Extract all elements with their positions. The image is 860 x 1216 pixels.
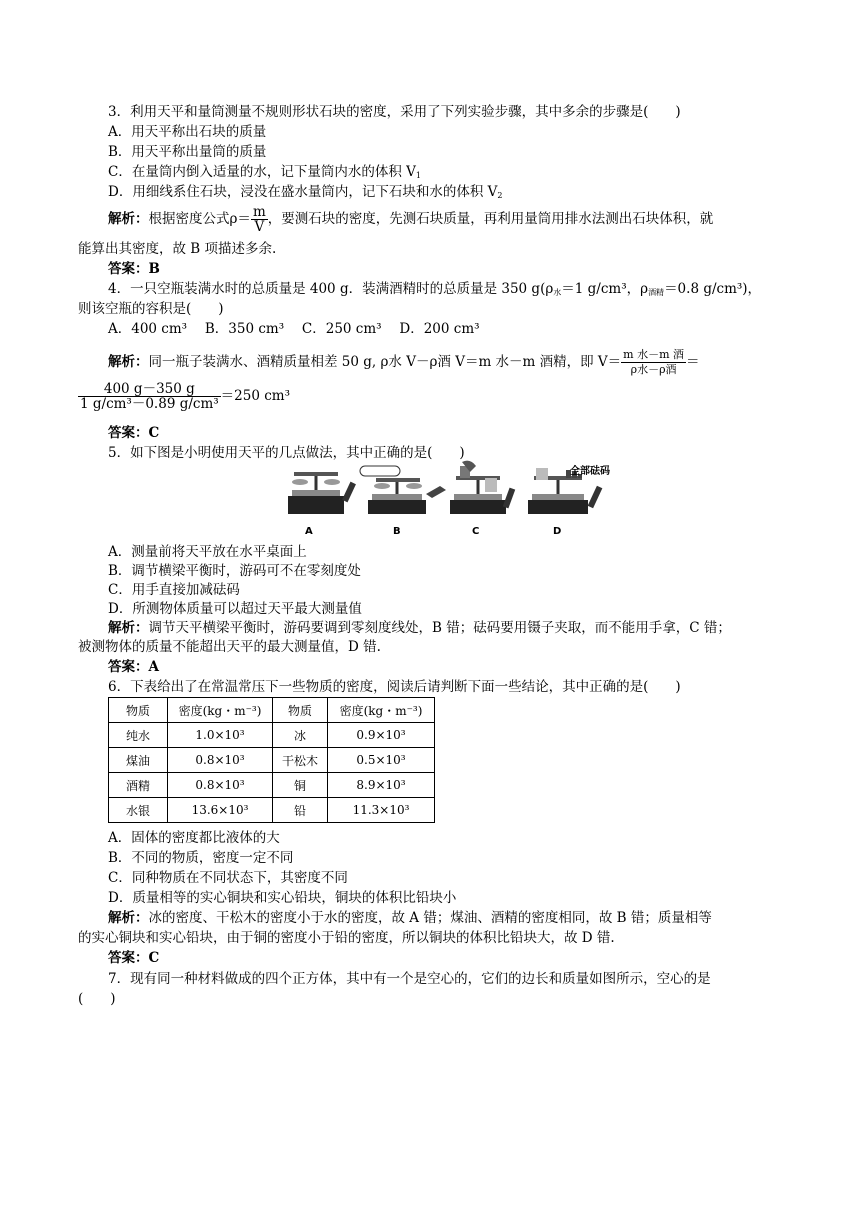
table-header-row bbox=[109, 698, 435, 723]
q5-option-b: B．调节横梁平衡时，游码可不在零刻度处 bbox=[108, 563, 361, 579]
q5-option-a: A．测量前将天平放在水平桌面上 bbox=[108, 544, 307, 560]
q4-analysis-line2: $\frac{400 g-350 g}{\text{1 g/cm³－0.89 g/cm³}}$ ＝250 cm³ bbox=[80, 381, 291, 412]
table-cell: 酒精 bbox=[109, 773, 168, 798]
table-cell: 0.8×10³ bbox=[168, 748, 273, 773]
table-cell: 8.9×10³ bbox=[328, 773, 435, 798]
table-cell: 铜 bbox=[273, 773, 328, 798]
table-cell: 冰 bbox=[273, 723, 328, 748]
q4-stem-line1: 4．一只空瓶装满水时的总质量是 400 g．装满酒精时的总质量是 350 $g(\rho_水=1$ g/cm³，$\rho_{酒精}=0.8$ g/cm³)， bbox=[108, 281, 762, 297]
table-cell: 0.8×10³ bbox=[168, 773, 273, 798]
figure-label-d: D bbox=[553, 526, 562, 537]
q3-density-fraction: $\frac{m}{V}$ bbox=[252, 204, 266, 235]
q4-stem-line2: 则该空瓶的容积是( ) bbox=[78, 301, 224, 317]
balance-a bbox=[288, 472, 356, 514]
table-cell: 0.5×10³ bbox=[328, 748, 435, 773]
table-cell: 水银 bbox=[109, 798, 168, 823]
q3-answer: 答案：B bbox=[108, 261, 160, 277]
q3-option-a: A．用天平称出石块的质量 bbox=[108, 124, 267, 140]
q7-stem-line2: ( ) bbox=[78, 991, 116, 1007]
table-cell: 干松木 bbox=[273, 748, 328, 773]
table-row bbox=[109, 748, 435, 773]
table-header-cell: 物质 bbox=[273, 698, 328, 723]
q4-options: A．400 cm³ B．350 cm³ C．250 cm³ D．200 cm³ bbox=[108, 321, 480, 337]
q5-analysis-line1: 解析：调节天平横梁平衡时，游码要调到零刻度线处，B 错；砝码要用镊子夹取，而不能用手拿，C 错； bbox=[108, 620, 731, 636]
figure-caption: 全部砝码 bbox=[570, 466, 610, 477]
balance-c bbox=[450, 461, 515, 514]
balance-b bbox=[360, 466, 446, 514]
q6-stem: 6．下表给出了在常温常压下一些物质的密度，阅读后请判断下面一些结论，其中正确的是( ) bbox=[108, 679, 681, 695]
q6-analysis-line2: 的实心铜块和实心铅块，由于铜的密度小于铅的密度，所以铜块的体积比铅块大，故 D 错. bbox=[78, 930, 615, 946]
table-cell: 煤油 bbox=[109, 748, 168, 773]
table-row bbox=[109, 773, 435, 798]
q6-option-c: C．同种物质在不同状态下，其密度不同 bbox=[108, 870, 348, 886]
figure-label-b: B bbox=[393, 526, 401, 537]
q6-answer: 答案：C bbox=[108, 950, 160, 966]
table-cell: 纯水 bbox=[109, 723, 168, 748]
q7-stem-line1: 7．现有同一种材料做成的四个正方体，其中有一个是空心的，它们的边长和质量如图所示，空心的是 bbox=[108, 971, 711, 987]
table-header-cell: 物质 bbox=[109, 698, 168, 723]
figure-label-c: C bbox=[472, 526, 480, 537]
table-header-cell: 密度(kg・m⁻³) bbox=[328, 698, 435, 723]
q5-analysis-line2: 被测物体的质量不能超出天平的最大测量值，D 错. bbox=[78, 639, 381, 655]
figure-label-a: A bbox=[305, 526, 313, 537]
table-row bbox=[109, 723, 435, 748]
q5-answer: 答案：A bbox=[108, 659, 159, 675]
q3-option-d: D．用细线系住石块，浸没在盛水量筒内，记下石块和水的体积 $V_2$ bbox=[108, 184, 503, 200]
q3-analysis-line1: 解析：根据密度公式ρ＝ $\frac{m}{V}$ ，要测石块的密度，先测石块质量，再利用量筒用排水法测出石块体积，就 bbox=[108, 204, 714, 235]
q3-analysis-line2: 能算出其密度，故 B 项描述多余. bbox=[78, 241, 277, 257]
table-header-cell: 密度(kg・m⁻³) bbox=[168, 698, 273, 723]
q6-option-d: D．质量相等的实心铜块和实心铅块，铜块的体积比铅块小 bbox=[108, 890, 457, 906]
q5-stem: 5．如下图是小明使用天平的几点做法，其中正确的是( ) bbox=[108, 445, 465, 461]
q3-option-c: C．在量筒内倒入适量的水，记下量筒内水的体积 $V_1$ bbox=[108, 164, 421, 180]
q6-option-b: B．不同的物质，密度一定不同 bbox=[108, 850, 294, 866]
q3-option-b: B．用天平称出量筒的质量 bbox=[108, 144, 267, 160]
q5-option-d: D．所测物体质量可以超过天平最大测量值 bbox=[108, 601, 362, 617]
table-cell: 13.6×10³ bbox=[168, 798, 273, 823]
table-cell: 0.9×10³ bbox=[328, 723, 435, 748]
q4-result-fraction: $\frac{400 g-350 g}{\text{1 g/cm³－0.89 g/cm³}}$ bbox=[80, 381, 219, 412]
q5-option-c: C．用手直接加减砝码 bbox=[108, 582, 240, 598]
q3-stem: 3．利用天平和量筒测量不规则形状石块的密度，采用了下列实验步骤，其中多余的步骤是( ) bbox=[108, 104, 681, 120]
table-cell: 铅 bbox=[273, 798, 328, 823]
table-cell: 1.0×10³ bbox=[168, 723, 273, 748]
q6-option-a: A．固体的密度都比液体的大 bbox=[108, 830, 280, 846]
q6-analysis-line1: 解析：冰的密度、干松木的密度小于水的密度，故 A 错；煤油、酒精的密度相同，故 B 错；质量相等 bbox=[108, 910, 712, 926]
q4-volume-fraction: $\frac{\text{m 水－m 酒}}{\text{ρ水－ρ酒}}$ bbox=[623, 348, 685, 376]
q4-answer: 答案：C bbox=[108, 425, 160, 441]
q4-analysis-line1: 解析：同一瓶子装满水、酒精质量相差 50 g, ρ水 V－ρ酒 V＝m 水－m 酒精，即 V＝ $\frac{\text{m 水－m 酒}}{\text{ρ水－ρ酒}}$ ＝ bbox=[108, 348, 700, 376]
density-table bbox=[108, 697, 435, 823]
table-row bbox=[109, 798, 435, 823]
table-cell: 11.3×10³ bbox=[328, 798, 435, 823]
